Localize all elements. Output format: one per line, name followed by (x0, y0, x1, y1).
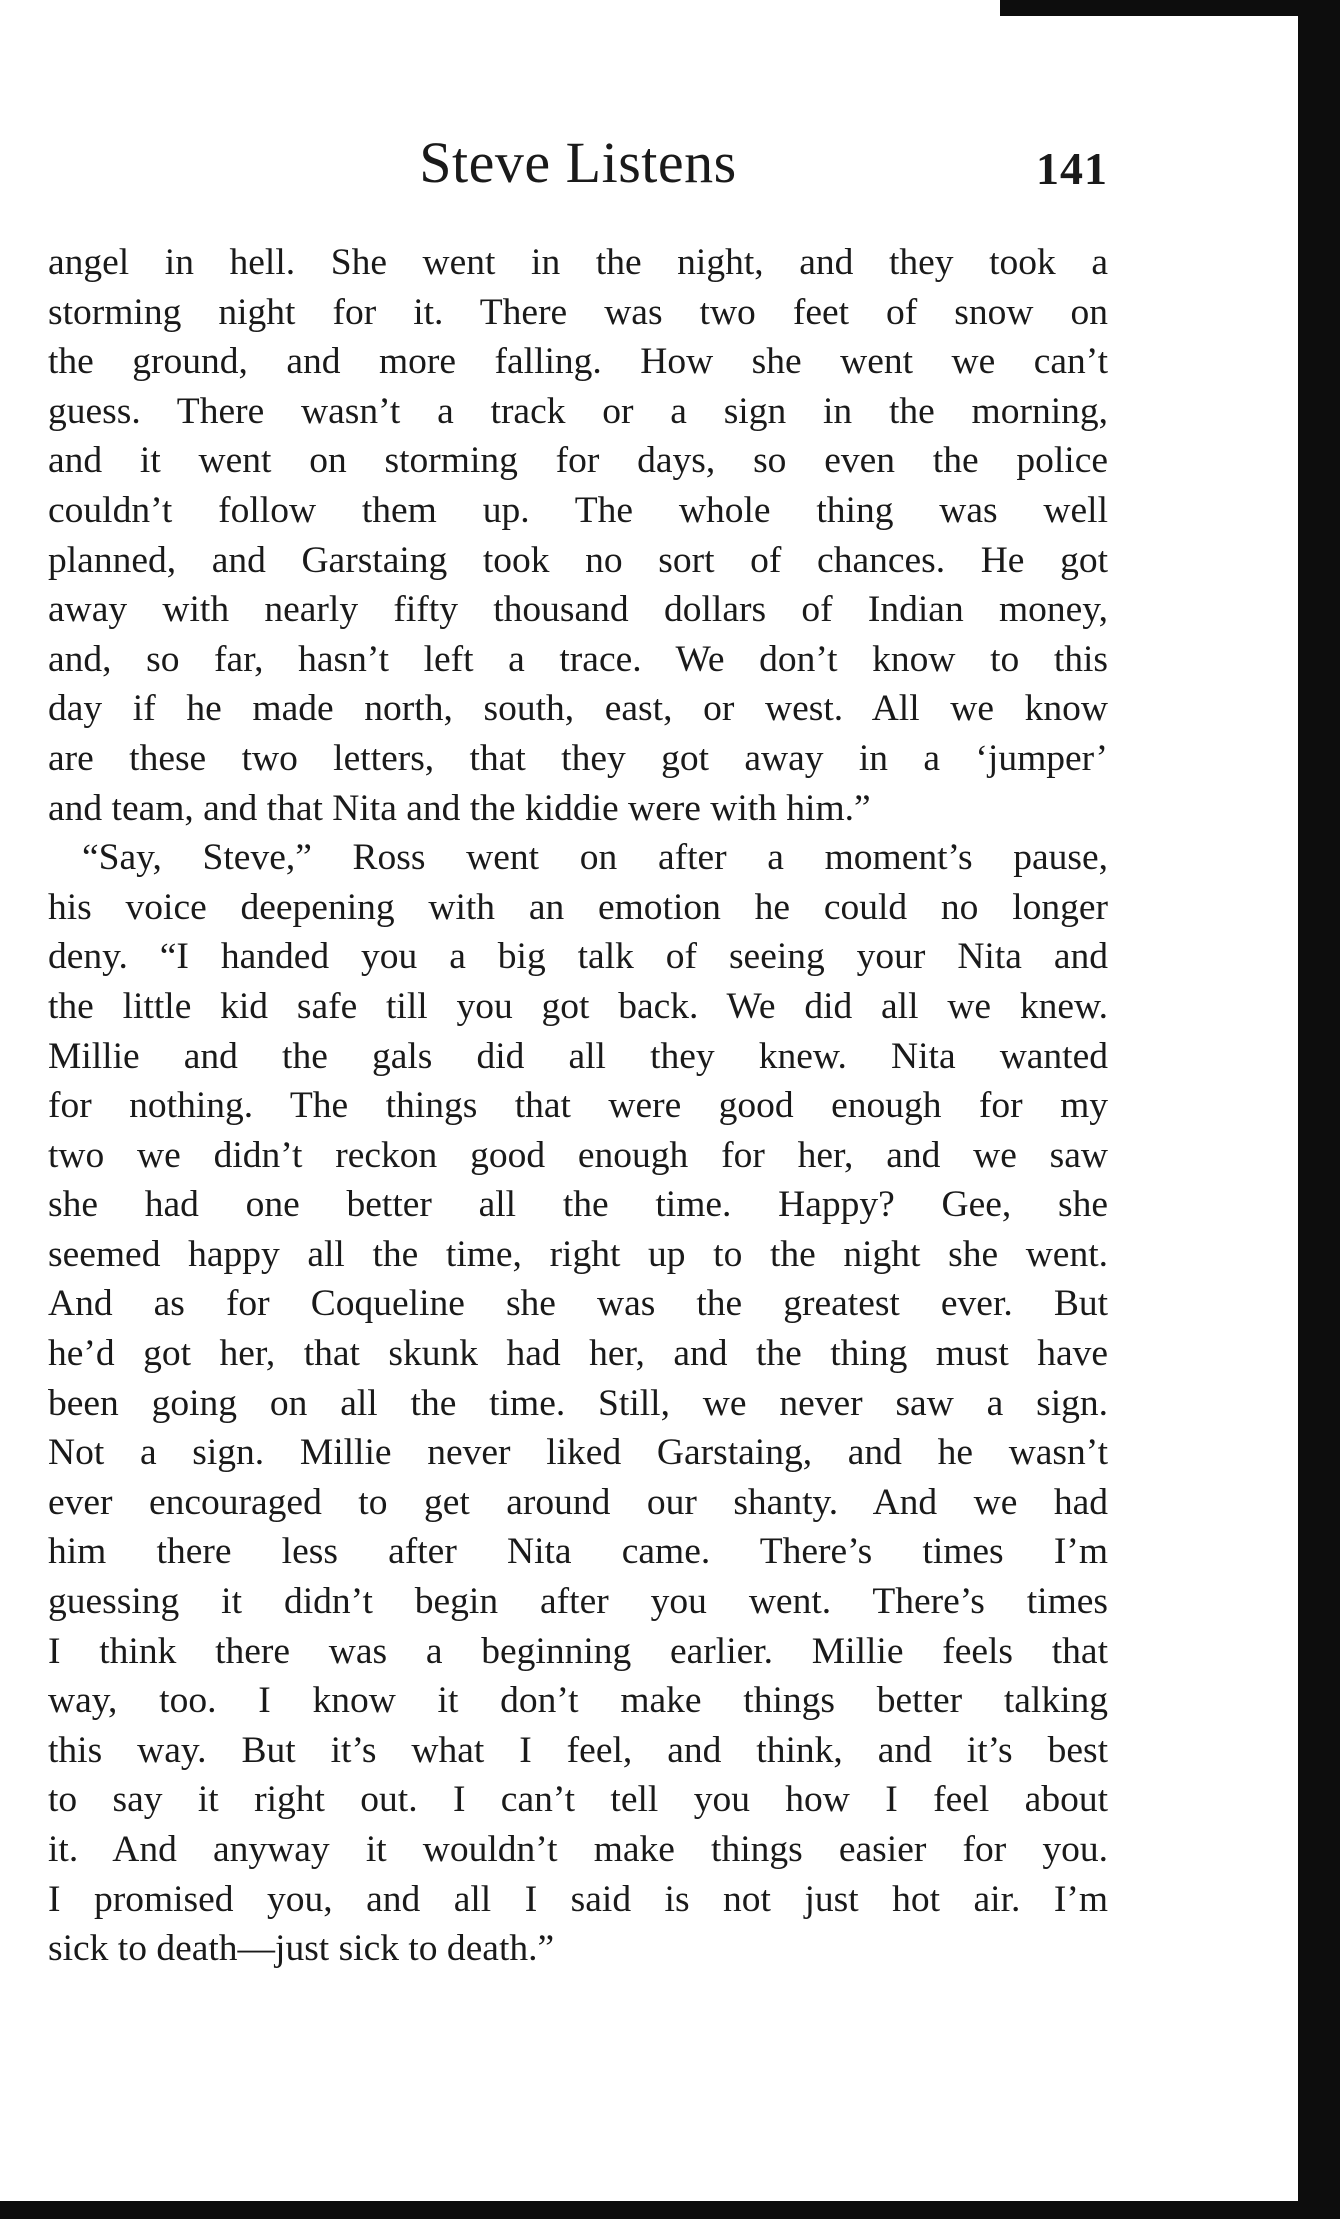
scan-border-top (1000, 0, 1340, 16)
text-line: Millie and the gals did all they knew. Nita wanted (48, 1035, 1108, 1077)
scan-border-bottom (0, 2201, 1340, 2219)
text-line: for nothing. The things that were good enough for my (48, 1085, 1108, 1127)
text-line: I promised you, and all I said is not just hot air. I’m (48, 1878, 1108, 1920)
running-head-title: Steve Listens (419, 130, 737, 195)
text-line: I think there was a beginning earlier. Millie feels that (48, 1630, 1108, 1672)
paragraph-end-line: and team, and that Nita and the kiddie were with him.” (48, 787, 871, 829)
running-head (48, 128, 1108, 198)
text-line: seemed happy all the time, right up to the night she went. (48, 1233, 1108, 1275)
text-line: couldn’t follow them up. The whole thing was well (48, 489, 1108, 531)
text-line: his voice deepening with an emotion he could no longer (48, 886, 1108, 928)
page-number: 141 (1036, 143, 1108, 194)
text-line: to say it right out. I can’t tell you how I feel about (48, 1779, 1108, 1821)
text-line: away with nearly fifty thousand dollars of Indian money, (48, 589, 1108, 631)
text-line: Not a sign. Millie never liked Garstaing, and he wasn’t (48, 1432, 1108, 1474)
text-line: him there less after Nita came. There’s times I’m (48, 1531, 1108, 1573)
text-line: guess. There wasn’t a track or a sign in the morning, (48, 390, 1108, 432)
text-line: day if he made north, south, east, or west. All we know (48, 688, 1108, 730)
text-line: ever encouraged to get around our shanty. And we had (48, 1481, 1108, 1523)
text-line: guessing it didn’t begin after you went. There’s times (48, 1581, 1108, 1623)
text-line: storming night for it. There was two feet of snow on (48, 291, 1108, 333)
text-line: he’d got her, that skunk had her, and the thing must have (48, 1333, 1108, 1375)
text-line: and, so far, hasn’t left a trace. We don’t know to this (48, 638, 1108, 680)
text-line: way, too. I know it don’t make things better talking (48, 1680, 1108, 1722)
paragraph-start-line: “Say, Steve,” Ross went on after a moment’s pause, (82, 837, 1108, 879)
text-line: it. And anyway it wouldn’t make things easier for you. (48, 1829, 1108, 1870)
text-line: two we didn’t reckon good enough for her, and we saw (48, 1134, 1108, 1176)
body-text (48, 238, 1108, 1974)
text-line: And as for Coqueline she was the greatest ever. But (48, 1283, 1108, 1325)
text-line: deny. “I handed you a big talk of seeing your Nita and (48, 936, 1108, 978)
text-line: planned, and Garstaing took no sort of chances. He got (48, 539, 1108, 581)
text-line: and it went on storming for days, so even the police (48, 440, 1108, 482)
text-line: been going on all the time. Still, we never saw a sign. (48, 1382, 1108, 1424)
text-line: this way. But it’s what I feel, and think, and it’s best (48, 1729, 1108, 1771)
scan-border-right (1298, 0, 1340, 2219)
text-line: angel in hell. She went in the night, and they took a (48, 242, 1108, 283)
text-line: are these two letters, that they got away in a ‘jumper’ (48, 737, 1108, 779)
paragraph-end-line: sick to death—just sick to death.” (48, 1928, 555, 1970)
text-line: the ground, and more falling. How she went we can’t (48, 341, 1108, 383)
text-line: she had one better all the time. Happy? Gee, she (48, 1184, 1108, 1226)
text-line: the little kid safe till you got back. We did all we knew. (48, 985, 1108, 1027)
